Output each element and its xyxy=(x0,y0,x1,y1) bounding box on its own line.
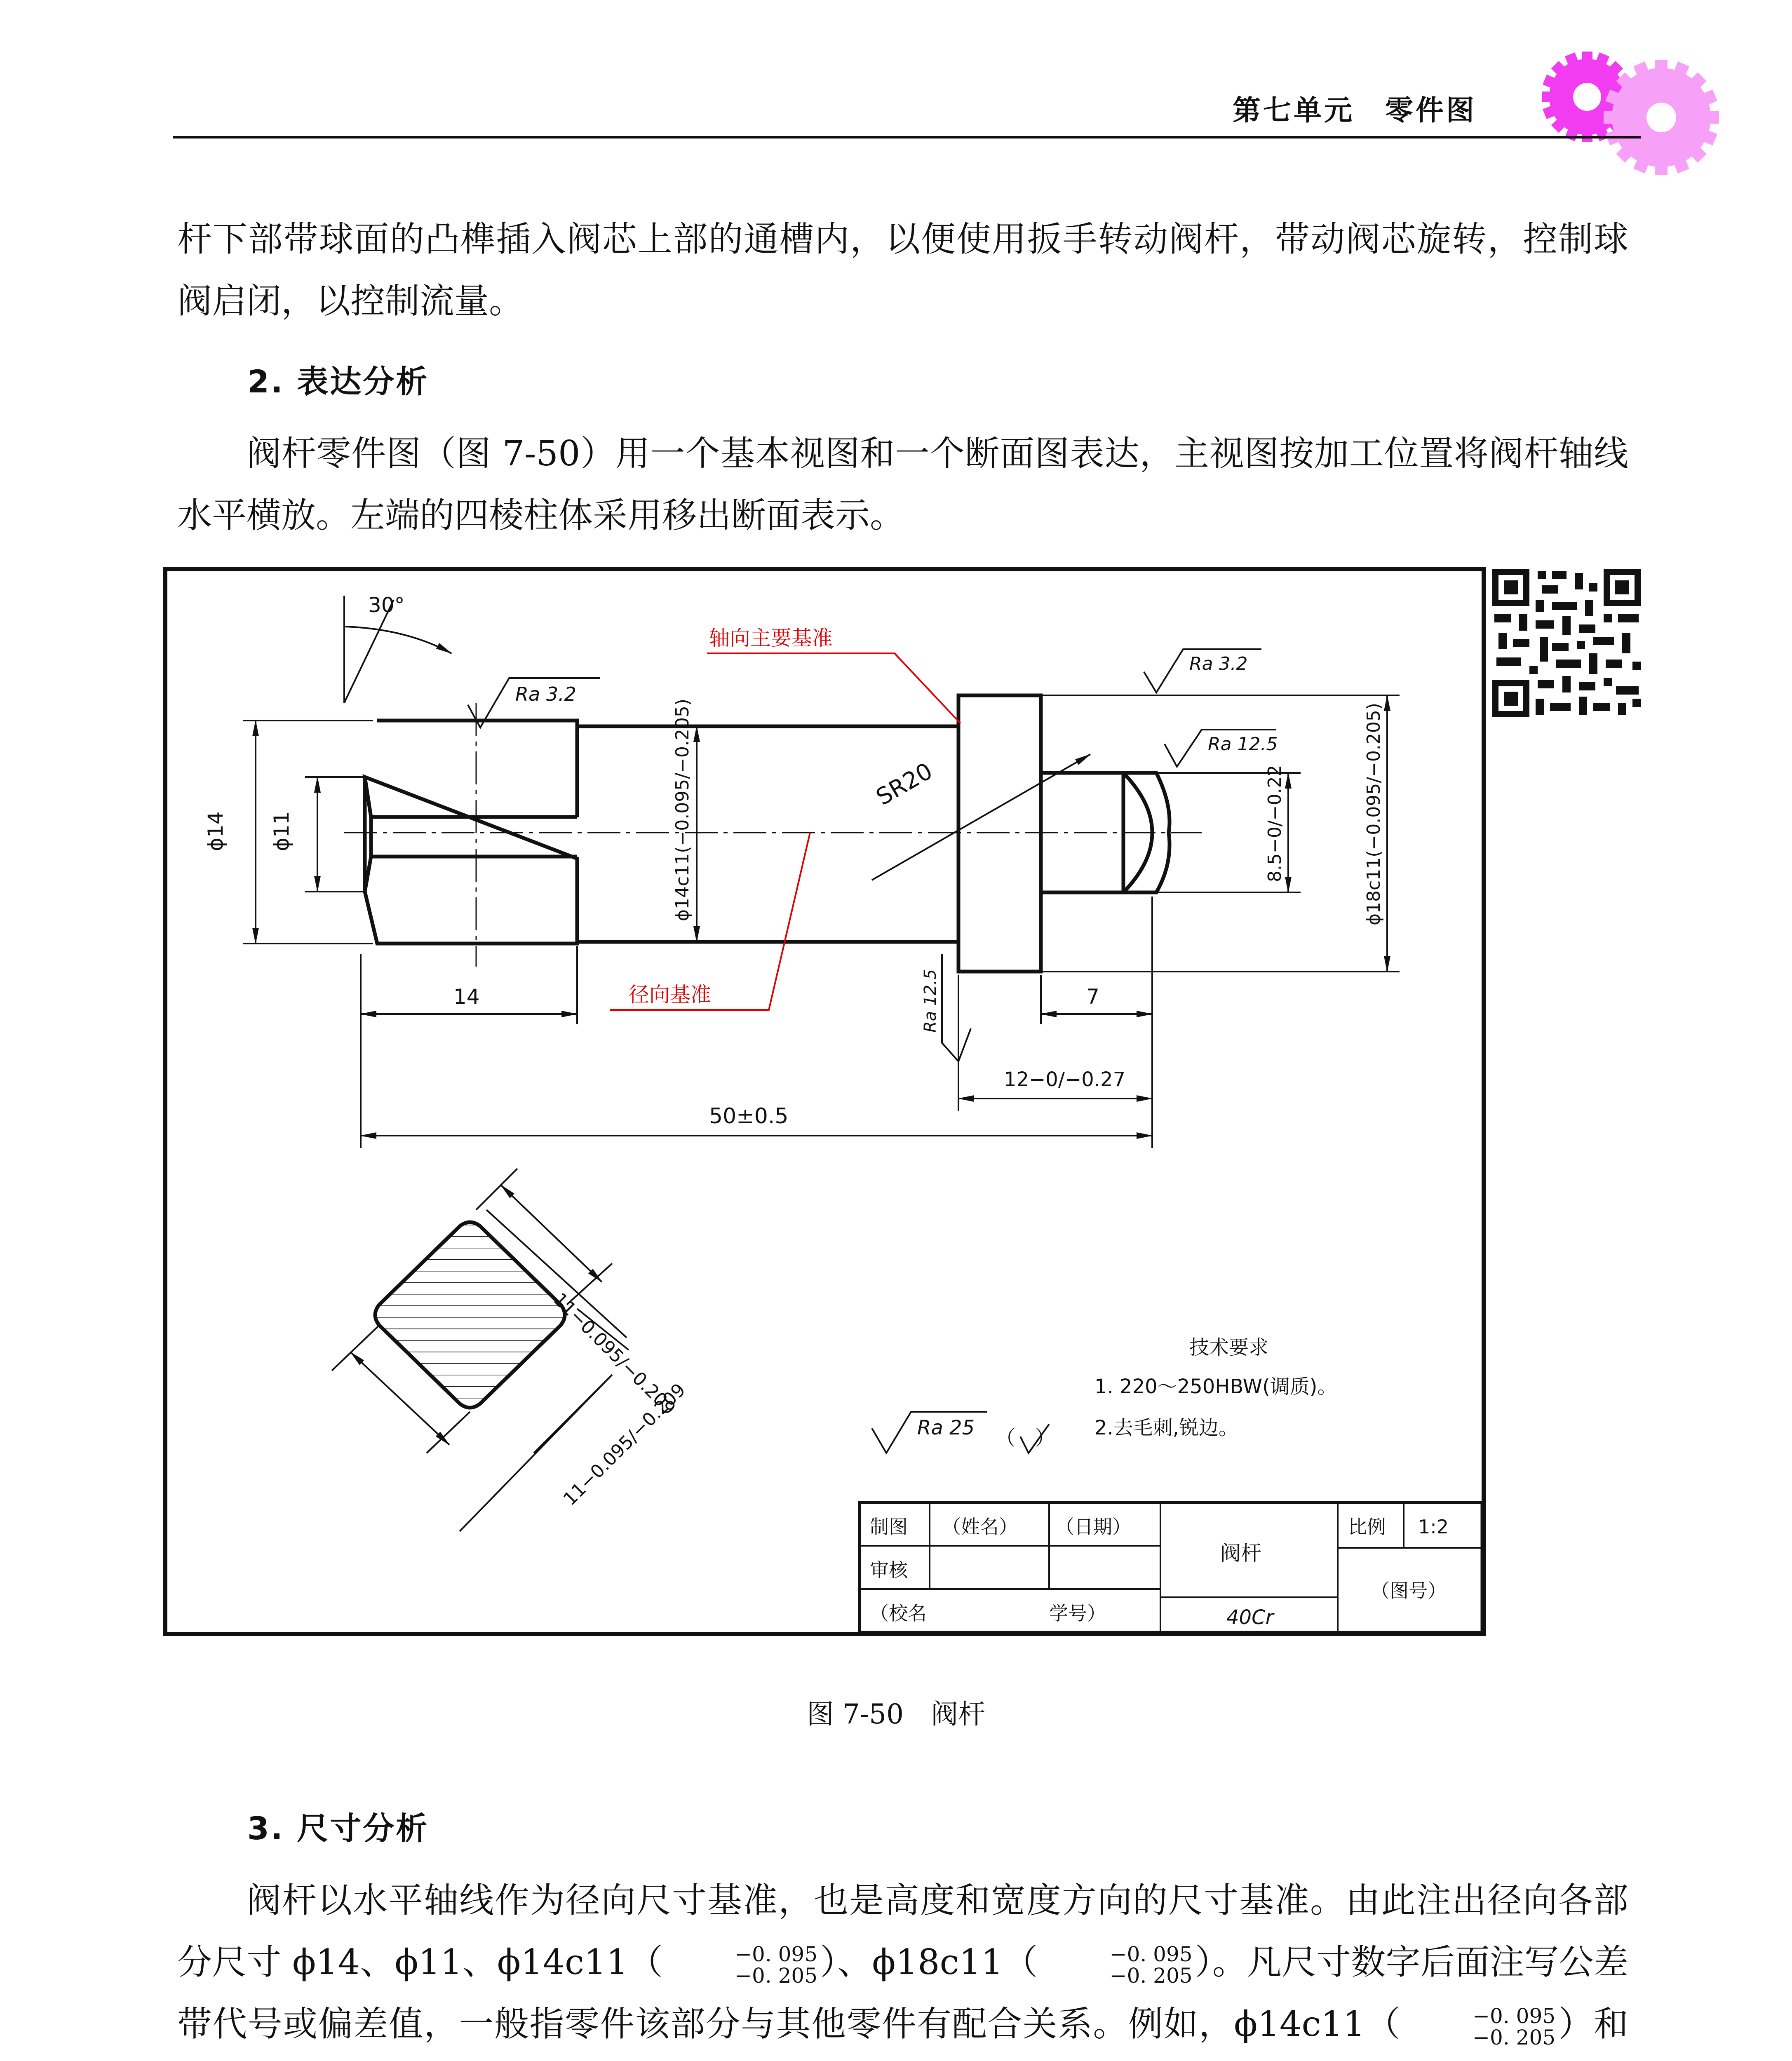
dim-phi14-label: ϕ14 xyxy=(204,811,228,851)
chamfer-angle-label: 30° xyxy=(368,593,405,617)
title-block-scale-label: 比例 xyxy=(1348,1516,1386,1538)
section-dim-top-label: 11−0.095/−0.209 xyxy=(549,1289,680,1420)
tolerance-stack: −0. 095 −0. 205 xyxy=(1473,2004,1556,2049)
dim-85-label: 8.5−0/−0.22 xyxy=(1264,765,1285,882)
title-block-drawing-no: （图号） xyxy=(1371,1580,1447,1602)
tech-requirement-1: 1. 220～250HBW(调质)。 xyxy=(1094,1375,1337,1398)
general-roughness-label: Ra 25 xyxy=(917,1416,975,1439)
dim-50-label: 50±0.5 xyxy=(709,1104,789,1129)
tolerance-stack: −0. 095 −0. 205 xyxy=(735,1942,818,1988)
radial-datum-label: 径向基准 xyxy=(629,983,711,1007)
valve-stem-drawing xyxy=(163,567,1486,1636)
dimension-analysis-paragraph-1: 阀杆以水平轴线作为径向尺寸基准，也是高度和宽度方向的尺寸基准。由此注出径向各部分尺寸 ϕ14、ϕ11、ϕ14c11（ −0. 095 −0. 205 ）、ϕ18c11（ −0. 095 −0. 205 ）。凡尺寸数字后面注写公差带代号或偏差值，一般指零件该部分与其他零件有配合关系。例如，ϕ14c11（ −0. 095 −0. 205 ）和 xyxy=(177,1880,1628,2049)
main-view-outline xyxy=(365,695,1170,972)
tolerance-stack: −0. 095 −0. 205 xyxy=(1109,1942,1193,1988)
axial-datum-leader xyxy=(707,653,961,723)
gear-decoration-icon xyxy=(1525,49,1756,181)
dim-12-label: 12−0/−0.27 xyxy=(1004,1068,1126,1091)
expression-analysis-paragraph: 阀杆零件图（图 7-50）用一个基本视图和一个断面图表达，主视图按加工位置将阀杆轴线水平横放。左端的四棱柱体采用移出断面表示。 xyxy=(177,433,1628,535)
roughness-left-label: Ra 3.2 xyxy=(515,683,576,705)
drawing-border xyxy=(165,569,1484,1634)
title-block-date: （日期） xyxy=(1055,1516,1131,1538)
section-dim-bottom-label: 11−0.095/−0.209 xyxy=(559,1379,690,1510)
header-rule xyxy=(173,136,1641,138)
title-block-student-no: 学号） xyxy=(1049,1602,1106,1624)
roughness-right-label: Ra 3.2 xyxy=(1189,653,1248,674)
roughness-face-label: Ra 12.5 xyxy=(921,969,940,1033)
title-block-material: 40Cr xyxy=(1226,1606,1274,1629)
running-header-title: 第七单元 零件图 xyxy=(1233,94,1477,127)
title-block-drawn-by: 制图 xyxy=(870,1516,908,1538)
title-block-school: （校名 xyxy=(870,1602,927,1624)
roughness-125-label: Ra 12.5 xyxy=(1208,734,1278,755)
intro-paragraph: 杆下部带球面的凸榫插入阀芯上部的通槽内，以便使用扳手转动阀杆，带动阀芯旋转，控制球阀启闭，以控制流量。 xyxy=(177,219,1628,321)
figure-caption: 图 7-50 阀杆 xyxy=(806,1698,986,1730)
centerline xyxy=(344,703,1202,967)
general-roughness-paren: （ ） xyxy=(996,1427,1055,1450)
removed-section-view xyxy=(375,1222,565,1408)
axial-datum-label: 轴向主要基准 xyxy=(709,626,833,650)
tech-requirement-2: 2.去毛刺,锐边。 xyxy=(1094,1416,1239,1439)
dim-phi11-label: ϕ11 xyxy=(270,811,294,851)
section-heading-dimension-analysis: 3. 尺寸分析 xyxy=(247,1810,429,1847)
title-block-scale-value: 1:2 xyxy=(1418,1516,1449,1538)
dim-phi14c11-label: ϕ14c11(−0.095/−0.205) xyxy=(672,698,693,921)
title-block-name: （姓名） xyxy=(942,1516,1018,1538)
qr-code-icon xyxy=(1490,567,1643,719)
section-heading-expression-analysis: 2. 表达分析 xyxy=(247,363,429,400)
dim-phi18c11-label: ϕ18c11(−0.095/−0.205) xyxy=(1363,702,1384,925)
dim-7-label: 7 xyxy=(1086,985,1099,1009)
dim-14-label: 14 xyxy=(453,985,480,1009)
sr20-label: SR20 xyxy=(871,757,937,811)
title-block-part-name: 阀杆 xyxy=(1220,1541,1261,1565)
title-block-checked-by: 审核 xyxy=(870,1559,908,1581)
tech-requirements-title: 技术要求 xyxy=(1189,1336,1269,1359)
